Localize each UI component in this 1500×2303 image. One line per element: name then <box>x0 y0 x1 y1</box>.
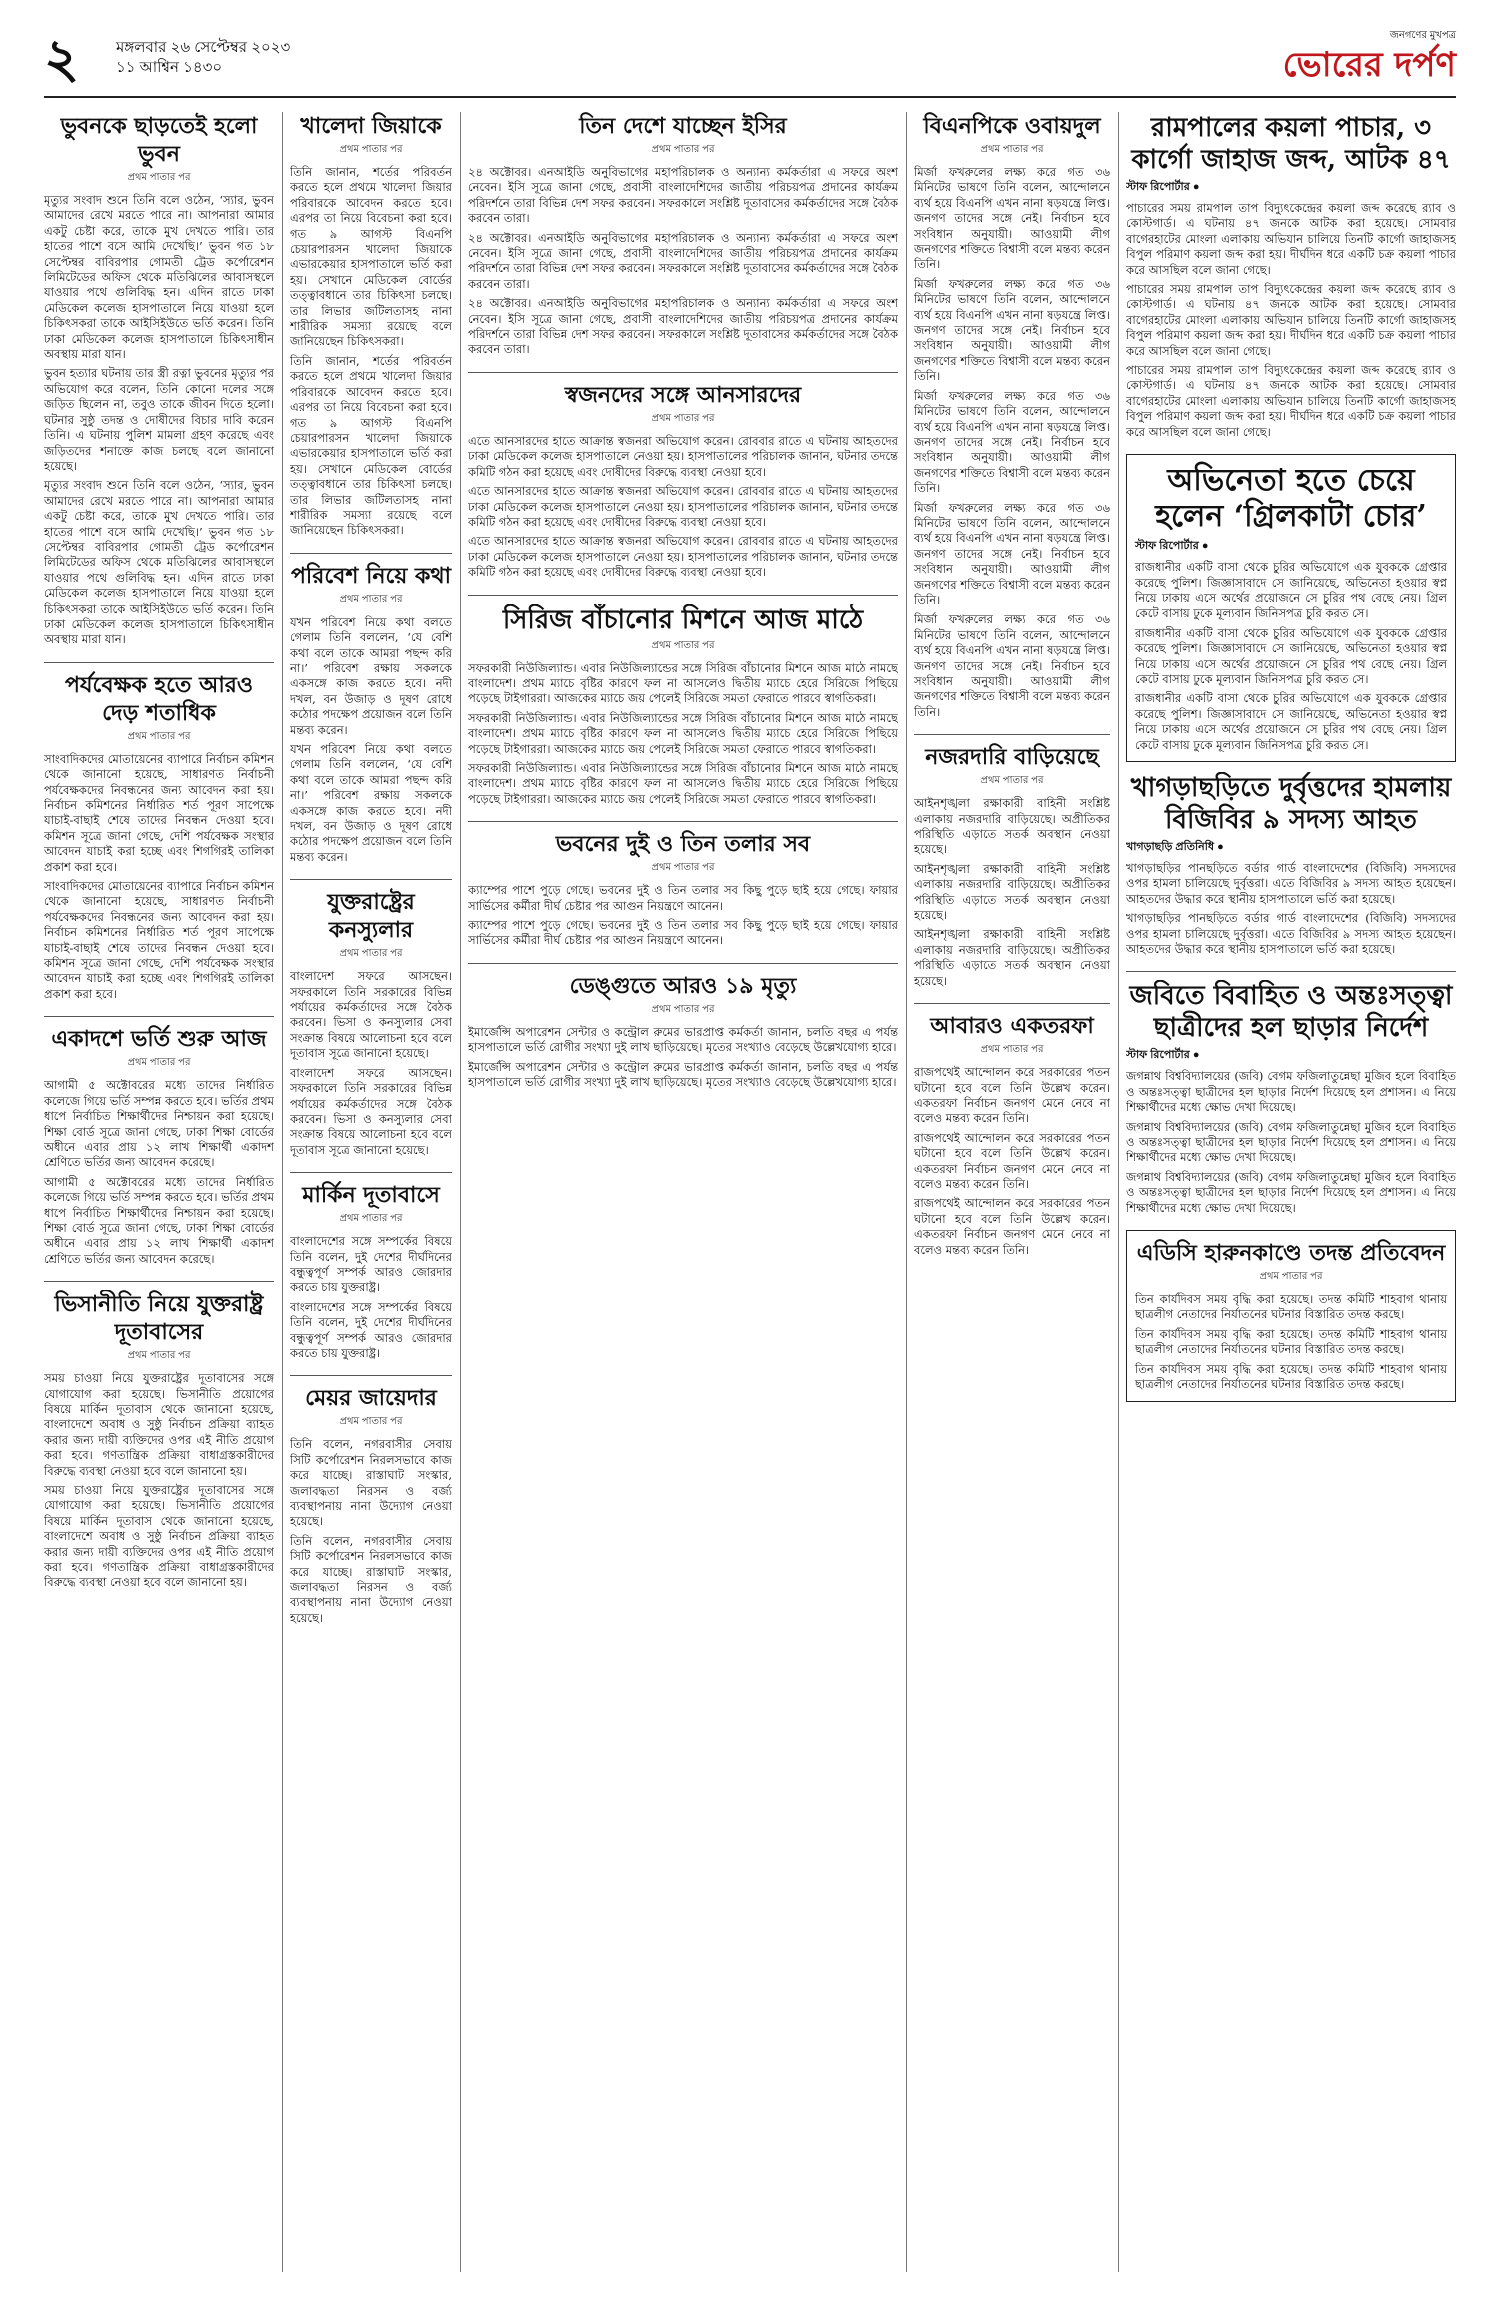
headline: তিন দেশে যাচ্ছেন ইসির <box>579 113 787 139</box>
divider <box>468 821 898 822</box>
story-body: রাজপথেই আন্দোলন করে সরকারের পতন ঘটানো হবে বলে তিনি উল্লেখ করেন। একতরফা নির্বাচন জনগণ মেনে নেবে না বলেও মন্তব্য করেন তিনি। <box>914 1130 1110 1191</box>
story-body: ইমার্জেন্সি অপারেশন সেন্টার ও কন্ট্রোল রুমের ভারপ্রাপ্ত কর্মকর্তা জানান, চলতি বছর এ পর্যন্ত হাসপাতালে ভর্তি রোগীর সংখ্যা দুই লাখ ছাড়িয়েছে। মৃতের সংখ্যাও বেড়েছে উল্লেখযোগ্য হারে। <box>468 1024 898 1055</box>
column-1 <box>44 112 274 2272</box>
continued-label: প্রথম পাতার পর <box>980 144 1044 155</box>
continued-label: প্রথম পাতার পর <box>980 775 1044 787</box>
story-body: সফরকারী নিউজিল্যান্ড। এবার নিউজিল্যান্ডের সঙ্গে সিরিজ বাঁচানোর মিশনে আজ মাঠে নামছে বাংলাদেশ। প্রথম ম্যাচে বৃষ্টির কারণে ফল না আসলেও দ্বিতীয় ম্যাচে হেরে সিরিজে পিছিয়ে পড়েছে টাইগাররা। আজকের ম্যাচে জয় পেলেই সিরিজে সমতা ফেরাতে পারবে স্বাগতিকরা। <box>468 710 898 756</box>
story-body: জগন্নাথ বিশ্ববিদ্যালয়ের (জবি) বেগম ফজিলাতুন্নেছা মুজিব হলে বিবাহিত ও অন্তঃসত্ত্বা ছাত্রীদের হল ছাড়ার নির্দেশ দিয়েছে হল প্রশাসন। এ নিয়ে শিক্ষার্থীদের মধ্যে ক্ষোভ দেখা দিয়েছে। <box>1126 1069 1456 1115</box>
reporter-line: স্টাফ রিপোর্টার ● <box>1135 540 1209 553</box>
continued-label: প্রথম পাতার পর <box>339 948 403 960</box>
story-body: ক্যাম্পের পাশে পুড়ে গেছে। ভবনের দুই ও তিন তলার সব কিছু পুড়ে ছাই হয়ে গেছে। ফায়ার সার্ভিসের কর্মীরা দীর্ঘ চেষ্টার পর আগুন নিয়ন্ত্রণে আনেন। <box>468 883 898 913</box>
continued-label: প্রথম পাতার পর <box>651 412 715 424</box>
story-bgb-attack <box>1126 772 1456 961</box>
column-rule <box>1118 112 1119 2272</box>
page-number: ২ <box>44 26 80 90</box>
story-body: মির্জা ফখরুলের লক্ষ্য করে গত ৩৬ মিনিটের ভাষণে তিনি বলেন, আন্দোলনে ব্যর্থ হয়ে বিএনপি এখন নানা ষড়যন্ত্রে লিপ্ত। জনগণ তাদের সঙ্গে নেই। নির্বাচন হবে সংবিধান অনুযায়ী। আওয়ামী লীগ জনগণের শক্তিতে বিশ্বাসী বলে মন্তব্য করেন তিনি। <box>914 500 1110 607</box>
story-body: সফরকারী নিউজিল্যান্ড। এবার নিউজিল্যান্ডের সঙ্গে সিরিজ বাঁচানোর মিশনে আজ মাঠে নামছে বাংলাদেশ। প্রথম ম্যাচে বৃষ্টির কারণে ফল না আসলেও দ্বিতীয় ম্যাচে হেরে সিরিজে পিছিয়ে পড়েছে টাইগাররা। আজকের ম্যাচে জয় পেলেই সিরিজে সমতা ফেরাতে পারবে স্বাগতিকরা। <box>468 660 898 706</box>
headline: রামপালের কয়লা পাচার, ৩ কার্গো জাহাজ জব্দ, আটক ৪৭ <box>1131 113 1451 175</box>
story-body: তিন কার্যদিবস সময় বৃদ্ধি করা হয়েছে। তদন্ত কমিটি শাহবাগ থানায় ছাত্রলীগ নেতাদের নির্যাতনের ঘটনার বিস্তারিত তদন্ত করছে। <box>1135 1361 1447 1392</box>
continued-label: প্রথম পাতার পর <box>127 730 191 742</box>
continued-label: প্রথম পাতার পর <box>339 144 403 155</box>
story-body: ২৪ অক্টোবর। এনআইডি অনুবিভাগের মহাপরিচালক ও অন্যান্য কর্মকর্তারা এ সফরে অংশ নেবেন। ইসি সূত্রে জানা গেছে, প্রবাসী বাংলাদেশিদের জাতীয় পরিচয়পত্র প্রদানের কার্যক্রম পরিদর্শনে তারা বিভিন্ন দেশ সফর করবেন। সফরকালে সংশ্লিষ্ট দূতাবাসের কর্মকর্তাদের সঙ্গে বৈঠক করবেন তারা। <box>468 296 898 357</box>
story-body: তিনি জানান, শর্তের পরিবর্তন করতে হলে প্রথমে খালেদা জিয়ার পরিবারকে আবেদন করতে হবে। এরপর তা নিয়ে বিবেচনা করা হবে। গত ৯ আগস্ট বিএনপি চেয়ারপারসন খালেদা জিয়াকে এভারকেয়ার হাসপাতালে ভর্তি করা হয়। সেখানে মেডিকেল বোর্ডের তত্ত্বাবধানে তার চিকিৎসা চলছে। তার লিভার জটিলতাসহ নানা শারীরিক সমস্যা রয়েছে বলে জানিয়েছেন চিকিৎসকরা। <box>290 353 452 538</box>
reporter-line: স্টাফ রিপোর্টার ● <box>1126 181 1200 193</box>
story-body: বাংলাদেশের সঙ্গে সম্পর্কের বিষয়ে তিনি বলেন, দুই দেশের দীর্ঘদিনের বন্ধুত্বপূর্ণ সম্পর্ক আরও জোরদার করতে চায় যুক্তরাষ্ট্র। <box>290 1234 452 1295</box>
masthead <box>44 28 1456 98</box>
story-cricket <box>468 604 898 812</box>
headline: আবারও একতরফা <box>930 1013 1094 1040</box>
story-body: বাংলাদেশ সফরে আসছেন। সফরকালে তিনি সরকারের বিভিন্ন পর্যায়ের কর্মকর্তাদের সঙ্গে বৈঠক করবেন। ভিসা ও কনস্যুলার সেবা সংক্রান্ত বিষয়ে আলোচনা হবে বলে দূতাবাস সূত্রে জানানো হয়েছে। <box>290 969 452 1061</box>
story-body: আইনশৃঙ্খলা রক্ষাকারী বাহিনী সংশ্লিষ্ট এলাকায় নজরদারি বাড়িয়েছে। অপ্রীতিকর পরিস্থিতি এড়াতে সতর্ক অবস্থান নেওয়া হয়েছে। <box>914 796 1110 857</box>
story-body: পাচারের সময় রামপাল তাপ বিদ্যুৎকেন্দ্রের কয়লা জব্দ করেছে র‍্যাব ও কোস্টগার্ড। এ ঘটনায় ৪৭ জনকে আটক করা হয়েছে। সোমবার বাগেরহাটের মোংলা এলাকায় অভিযান চালিয়ে তিনটি কার্গো জাহাজসহ বিপুল পরিমাণ কয়লা জব্দ করা হয়। দীর্ঘদিন ধরে একটি চক্র কয়লা পাচার করে আসছিল বলে জানা গেছে। <box>1126 363 1456 439</box>
story-jnu-hall <box>1126 980 1456 1220</box>
headline: ভিসানীতি নিয়ে যুক্তরাষ্ট্র দূতাবাসের <box>54 1291 264 1346</box>
divider <box>1126 971 1456 972</box>
headline: খালেদা জিয়াকে <box>300 113 442 139</box>
story-body: আইনশৃঙ্খলা রক্ষাকারী বাহিনী সংশ্লিষ্ট এলাকায় নজরদারি বাড়িয়েছে। অপ্রীতিকর পরিস্থিতি এড়াতে সতর্ক অবস্থান নেওয়া হয়েছে। <box>914 861 1110 923</box>
story-bhuban <box>44 112 274 652</box>
story-body: মৃত্যুর সংবাদ শুনে তিনি বলে ওঠেন, ‘স্যার, ভুবন আমাদের রেখে মরতে পারে না। আপনারা আমার একটু চেষ্টা করে, তাকে মুখ দেখতে পারি। তার হাতের পাশে বসে আমি দেখেছি।’ ভুবন গত ১৮ সেপ্টেম্বর বাবিরপার গোমতী ট্রেড কর্পোরেশন লিমিটেডের অফিস থেকে মতিঝিলের আবাসস্থলে যাওয়ার পথে গুলিবিদ্ধ হন। এদিন রাতে ঢাকা মেডিকেল কলেজ হাসপাতালে নিয়ে যাওয়া হলে চিকিৎসকরা তাকে আইসিইউতে ভর্তি করেন। তিনি ঢাকা মেডিকেল কলেজ হাসপাতালে চিকিৎসাধীন অবস্থায় মারা যান। <box>44 478 274 647</box>
story-body: সাংবাদিকদের মোতায়েনের ব্যাপারে নির্বাচন কমিশন থেকে জানানো হয়েছে, সাধারণত নির্বাচনী পর্যবেক্ষকদের নিবন্ধনের জন্য আবেদন করা হয়। নির্বাচন কমিশনের নির্ধারিত শর্ত পূরণ সাপেক্ষে যাচাই-বাছাই শেষে তাদের নিবন্ধন দেওয়া হবে। কমিশন সূত্রে জানা গেছে, দেশি পর্যবেক্ষক সংস্থার আবেদন যাচাই করা হচ্ছে এবং শিগগিরই তালিকা প্রকাশ করা হবে। <box>44 751 274 874</box>
story-body: ভুবন হত্যার ঘটনায় তার স্ত্রী রত্না ভুবনের মৃত্যুর পর অভিযোগ করে বলেন, তিনি কোনো দলের সঙ্গে জড়িত ছিলেন না, তবুও তাকে জীবন দিতে হলো। ঘটনার সুষ্ঠু তদন্ত ও দোষীদের বিচার দাবি করেন তিনি। এ ঘটনায় পুলিশ মামলা গ্রহণ করেছে এবং জড়িতদের শনাক্তে কাজ চলছে বলে জানানো হয়েছে। <box>44 366 274 473</box>
story-body: সময় চাওয়া নিয়ে যুক্তরাষ্ট্রের দূতাবাসের সঙ্গে যোগাযোগ করা হয়েছে। ভিসানীতি প্রয়োগের বিষয়ে মার্কিন দূতাবাস থেকে জানানো হয়েছে, বাংলাদেশে অবাধ ও সুষ্ঠু নির্বাচন প্রক্রিয়া ব্যাহত করার জন্য দায়ী ব্যক্তিদের ওপর এই নীতি প্রয়োগ করা হবে। গণতান্ত্রিক প্রক্রিয়া বাধাগ্রস্তকারীদের বিরুদ্ধে ব্যবস্থা নেওয়া হবে বলে জানানো হয়। <box>44 1371 274 1478</box>
logo-name: ভোরের দর্পণ <box>1282 45 1456 85</box>
logo-tagline: জনগণের মুখপত্র <box>1389 30 1456 41</box>
continued-label: প্রথম পাতার পর <box>980 1044 1044 1056</box>
divider <box>914 734 1110 735</box>
story-environment <box>290 562 452 870</box>
story-body: যখন পরিবেশ নিয়ে কথা বলতে গেলাম তিনি বললেন, ‘যে বেশি কথা বলে তাকে আমরা পছন্দ করি না।’ পরিবেশ রক্ষায় সকলকে একসঙ্গে কাজ করতে হবে। নদী দখল, বন উজাড় ও দূষণ রোধে কঠোর পদক্ষেপ প্রয়োজন বলে তিনি মন্তব্য করেন। <box>290 614 452 737</box>
story-body: মির্জা ফখরুলের লক্ষ্য করে গত ৩৬ মিনিটের ভাষণে তিনি বলেন, আন্দোলনে ব্যর্থ হয়ে বিএনপি এখন নানা ষড়যন্ত্রে লিপ্ত। জনগণ তাদের সঙ্গে নেই। নির্বাচন হবে সংবিধান অনুযায়ী। আওয়ামী লীগ জনগণের শক্তিতে বিশ্বাসী বলে মন্তব্য করেন তিনি। <box>914 612 1110 719</box>
story-body: মির্জা ফখরুলের লক্ষ্য করে গত ৩৬ মিনিটের ভাষণে তিনি বলেন, আন্দোলনে ব্যর্থ হয়ে বিএনপি এখন নানা ষড়যন্ত্রে লিপ্ত। জনগণ তাদের সঙ্গে নেই। নির্বাচন হবে সংবিধান অনুযায়ী। আওয়ামী লীগ জনগণের শক্তিতে বিশ্বাসী বলে মন্তব্য করেন তিনি। <box>914 165 1110 272</box>
headline: অভিনেতা হতে চেয়ে হলেন ‘গ্রিলকাটা চোর’ <box>1155 463 1427 535</box>
story-ansar <box>468 381 898 585</box>
continued-label: প্রথম পাতার পর <box>651 639 715 651</box>
continued-label: প্রথম পাতার পর <box>339 1213 403 1225</box>
story-body: ২৪ অক্টোবর। এনআইডি অনুবিভাগের মহাপরিচালক ও অন্যান্য কর্মকর্তারা এ সফরে অংশ নেবেন। ইসি সূত্রে জানা গেছে, প্রবাসী বাংলাদেশিদের জাতীয় পরিচয়পত্র প্রদানের কার্যক্রম পরিদর্শনে তারা বিভিন্ন দেশ সফর করবেন। সফরকালে সংশ্লিষ্ট দূতাবাসের কর্মকর্তাদের সঙ্গে বৈঠক করবেন তারা। <box>468 230 898 291</box>
newspaper-logo <box>1283 28 1456 85</box>
columns <box>44 112 1456 2272</box>
story-body: তিন কার্যদিবস সময় বৃদ্ধি করা হয়েছে। তদন্ত কমিটি শাহবাগ থানায় ছাত্রলীগ নেতাদের নির্যাতনের ঘটনার বিস্তারিত তদন্ত করছে। <box>1135 1326 1447 1357</box>
divider <box>290 1172 452 1173</box>
story-body: জগন্নাথ বিশ্ববিদ্যালয়ের (জবি) বেগম ফজিলাতুন্নেছা মুজিব হলে বিবাহিত ও অন্তঃসত্ত্বা ছাত্রীদের হল ছাড়ার নির্দেশ দিয়েছে হল প্রশাসন। এ নিয়ে শিক্ষার্থীদের মধ্যে ক্ষোভ দেখা দিয়েছে। <box>1126 1169 1456 1215</box>
story-body: আগামী ৫ অক্টোবরের মধ্যে তাদের নির্ধারিত কলেজে গিয়ে ভর্তি সম্পন্ন করতে হবে। ভর্তির প্রথম ধাপে নির্বাচিত শিক্ষার্থীদের নিশ্চায়ন করা হয়েছে। শিক্ষা বোর্ড সূত্রে জানা গেছে, ঢাকা শিক্ষা বোর্ডের অধীনে এবার প্রায় ১২ লাখ শিক্ষার্থী একাদশ শ্রেণিতে ভর্তির জন্য আবেদন করেছে। <box>44 1078 274 1170</box>
headline: ডেঙ্গুতে আরও ১৯ মৃত্যু <box>569 972 797 999</box>
story-body: মৃত্যুর সংবাদ শুনে তিনি বলে ওঠেন, ‘স্যার, ভুবন আমাদের রেখে মরতে পারে না। আপনারা আমার একটু চেষ্টা করে, তাকে মুখ দেখতে পারি। তার হাতের পাশে বসে আমি দেখেছি।’ ভুবন গত ১৮ সেপ্টেম্বর বাবিরপার গোমতী ট্রেড কর্পোরেশন লিমিটেডের অফিস থেকে মতিঝিলের আবাসস্থলে যাওয়ার পথে গুলিবিদ্ধ হন। এদিন রাতে ঢাকা মেডিকেল কলেজ হাসপাতালে নিয়ে যাওয়া হলে চিকিৎসকরা তাকে আইসিইউতে ভর্তি করেন। তিনি ঢাকা মেডিকেল কলেজ হাসপাতালে চিকিৎসাধীন অবস্থায় মারা যান। <box>44 193 274 362</box>
story-body: সফরকারী নিউজিল্যান্ড। এবার নিউজিল্যান্ডের সঙ্গে সিরিজ বাঁচানোর মিশনে আজ মাঠে নামছে বাংলাদেশ। প্রথম ম্যাচে বৃষ্টির কারণে ফল না আসলেও দ্বিতীয় ম্যাচে হেরে সিরিজে পিছিয়ে পড়েছে টাইগাররা। আজকের ম্যাচে জয় পেলেই সিরিজে সমতা ফেরাতে পারবে স্বাগতিকরা। <box>468 760 898 806</box>
column-rule <box>460 112 461 2272</box>
story-us-embassy <box>290 1181 452 1365</box>
story-observers <box>44 671 274 1007</box>
story-body: মির্জা ফখরুলের লক্ষ্য করে গত ৩৬ মিনিটের ভাষণে তিনি বলেন, আন্দোলনে ব্যর্থ হয়ে বিএনপি এখন নানা ষড়যন্ত্রে লিপ্ত। জনগণ তাদের সঙ্গে নেই। নির্বাচন হবে সংবিধান অনুযায়ী। আওয়ামী লীগ জনগণের শক্তিতে বিশ্বাসী বলে মন্তব্য করেন তিনি। <box>914 276 1110 384</box>
divider <box>468 963 898 964</box>
story-body: খাগড়াছড়ির পানছড়িতে বর্ডার গার্ড বাংলাদেশের (বিজিবি) সদস্যদের ওপর হামলা চালিয়েছে দুর্বৃত্তরা। এতে বিজিবির ৯ সদস্য আহত হয়েছেন। আহতদের উদ্ধার করে স্থানীয় হাসপাতালে ভর্তি করা হয়েছে। <box>1126 860 1456 906</box>
headline: যুক্তরাষ্ট্রের কনস্যুলার <box>327 889 415 944</box>
continued-label: প্রথম পাতার পর <box>651 144 715 155</box>
story-body: রাজধানীর একটি বাসা থেকে চুরির অভিযোগে এক যুবককে গ্রেপ্তার করেছে পুলিশ। জিজ্ঞাসাবাদে সে জানিয়েছে, অভিনেতা হওয়ার স্বপ্ন নিয়ে ঢাকায় এসে অর্থের প্রয়োজনে সে চুরির পথ বেছে নেয়। গ্রিল কেটে বাসায় ঢুকে মূল্যবান জিনিসপত্র চুরি করত সে। <box>1135 691 1447 752</box>
story-rampal-coal <box>1126 112 1456 444</box>
story-body: তিন কার্যদিবস সময় বৃদ্ধি করা হয়েছে। তদন্ত কমিটি শাহবাগ থানায় ছাত্রলীগ নেতাদের নির্যাতনের ঘটনার বিস্তারিত তদন্ত করছে। <box>1135 1292 1447 1322</box>
story-consular <box>290 888 452 1162</box>
story-body: খাগড়াছড়ির পানছড়িতে বর্ডার গার্ড বাংলাদেশের (বিজিবি) সদস্যদের ওপর হামলা চালিয়েছে দুর্বৃত্তরা। এতে বিজিবির ৯ সদস্য আহত হয়েছেন। আহতদের উদ্ধার করে স্থানীয় হাসপাতালে ভর্তি করা হয়েছে। <box>1126 911 1456 956</box>
story-body: তিনি বলেন, নগরবাসীর সেবায় সিটি কর্পোরেশন নিরলসভাবে কাজ করে যাচ্ছে। রাস্তাঘাট সংস্কার, জলাবদ্ধতা নিরসন ও বর্জ্য ব্যবস্থাপনায় নানা উদ্যোগ নেওয়া হয়েছে। <box>290 1437 452 1529</box>
story-bnp <box>914 112 1110 724</box>
date-bengali: ১১ আশ্বিন ১৪৩০ <box>116 59 223 76</box>
story-body: আগামী ৫ অক্টোবরের মধ্যে তাদের নির্ধারিত কলেজে গিয়ে ভর্তি সম্পন্ন করতে হবে। ভর্তির প্রথম ধাপে নির্বাচিত শিক্ষার্থীদের নিশ্চায়ন করা হয়েছে। শিক্ষা বোর্ড সূত্রে জানা গেছে, ঢাকা শিক্ষা বোর্ডের অধীনে এবার প্রায় ১২ লাখ শিক্ষার্থী একাদশ শ্রেণিতে ভর্তির জন্য আবেদন করেছে। <box>44 1174 274 1266</box>
headline: সিরিজ বাঁচানোর মিশনে আজ মাঠে <box>502 604 864 635</box>
column-2 <box>290 112 452 2272</box>
story-body: সময় চাওয়া নিয়ে যুক্তরাষ্ট্রের দূতাবাসের সঙ্গে যোগাযোগ করা হয়েছে। ভিসানীতি প্রয়োগের বিষয়ে মার্কিন দূতাবাস থেকে জানানো হয়েছে, বাংলাদেশে অবাধ ও সুষ্ঠু নির্বাচন প্রক্রিয়া ব্যাহত করার জন্য দায়ী ব্যক্তিদের ওপর এই নীতি প্রয়োগ করা হবে। গণতান্ত্রিক প্রক্রিয়া বাধাগ্রস্তকারীদের বিরুদ্ধে ব্যবস্থা নেওয়া হবে বলে জানানো হয়। <box>44 1483 274 1590</box>
story-one-sided <box>914 1012 1110 1262</box>
story-body: এতে আনসারদের হাতে আক্রান্ত স্বজনরা অভিযোগ করেন। রোববার রাতে এ ঘটনায় আহতদের ঢাকা মেডিকেল কলেজ হাসপাতালে নেওয়া হয়। হাসপাতালের পরিচালক জানান, ঘটনার তদন্তে কমিটি গঠন করা হয়েছে এবং দোষীদের বিরুদ্ধে ব্যবস্থা নেওয়া হবে। <box>468 484 898 529</box>
divider <box>468 595 898 596</box>
headline: মেয়র জায়েদার <box>305 1385 437 1412</box>
story-khaleda <box>290 112 452 543</box>
column-4 <box>914 112 1110 2272</box>
story-mayor <box>290 1384 452 1630</box>
continued-label: প্রথম পাতার পর <box>339 593 403 605</box>
dateline <box>116 38 290 78</box>
headline: নজরদারি বাড়িয়েছে <box>925 744 1099 771</box>
divider <box>290 879 452 880</box>
headline: স্বজনদের সঙ্গে আনসারদের <box>564 381 802 408</box>
continued-label: প্রথম পাতার পর <box>127 1057 191 1069</box>
story-surveillance <box>914 743 1110 993</box>
story-body: ২৪ অক্টোবর। এনআইডি অনুবিভাগের মহাপরিচালক ও অন্যান্য কর্মকর্তারা এ সফরে অংশ নেবেন। ইসি সূত্রে জানা গেছে, প্রবাসী বাংলাদেশিদের জাতীয় পরিচয়পত্র প্রদানের কার্যক্রম পরিদর্শনে তারা বিভিন্ন দেশ সফর করবেন। সফরকালে সংশ্লিষ্ট দূতাবাসের কর্মকর্তাদের সঙ্গে বৈঠক করবেন তারা। <box>468 165 898 226</box>
headline: একাদশে ভর্তি শুরু আজ <box>51 1026 267 1053</box>
reporter-line: খাগড়াছড়ি প্রতিনিধি ● <box>1126 840 1224 853</box>
date-gregorian: মঙ্গলবার ২৬ সেপ্টেম্বর ২০২৩ <box>116 39 291 56</box>
story-admission <box>44 1025 274 1271</box>
column-3 <box>468 112 898 2272</box>
story-body: পাচারের সময় রামপাল তাপ বিদ্যুৎকেন্দ্রের কয়লা জব্দ করেছে র‍্যাব ও কোস্টগার্ড। এ ঘটনায় ৪৭ জনকে আটক করা হয়েছে। সোমবার বাগেরহাটের মোংলা এলাকায় অভিযান চালিয়ে তিনটি কার্গো জাহাজসহ বিপুল পরিমাণ কয়লা জব্দ করা হয়। দীর্ঘদিন ধরে একটি চক্র কয়লা পাচার করে আসছিল বলে জানা গেছে। <box>1126 282 1456 358</box>
story-grill-thief <box>1126 454 1456 762</box>
column-5 <box>1126 112 1456 2272</box>
story-body: রাজপথেই আন্দোলন করে সরকারের পতন ঘটানো হবে বলে তিনি উল্লেখ করেন। একতরফা নির্বাচন জনগণ মেনে নেবে না বলেও মন্তব্য করেন তিনি। <box>914 1196 1110 1257</box>
story-adc-harun <box>1126 1230 1456 1401</box>
divider <box>468 372 898 373</box>
headline: মার্কিন দূতাবাসে <box>302 1182 440 1209</box>
headline: বিএনপিকে ওবায়দুল <box>923 113 1101 139</box>
column-rule <box>282 112 283 2272</box>
continued-label: প্রথম পাতার পর <box>127 172 191 183</box>
continued-label: প্রথম পাতার পর <box>127 1350 191 1362</box>
reporter-line: স্টাফ রিপোর্টার ● <box>1126 1049 1200 1062</box>
continued-label: প্রথম পাতার পর <box>651 862 715 874</box>
story-ec-visit <box>468 112 898 362</box>
story-body: আইনশৃঙ্খলা রক্ষাকারী বাহিনী সংশ্লিষ্ট এলাকায় নজরদারি বাড়িয়েছে। অপ্রীতিকর পরিস্থিতি এড়াতে সতর্ক অবস্থান নেওয়া হয়েছে। <box>914 927 1110 988</box>
headline: ভুবনকে ছাড়তেই হলো ভুবন <box>60 113 258 167</box>
story-body: পাচারের সময় রামপাল তাপ বিদ্যুৎকেন্দ্রের কয়লা জব্দ করেছে র‍্যাব ও কোস্টগার্ড। এ ঘটনায় ৪৭ জনকে আটক করা হয়েছে। সোমবার বাগেরহাটের মোংলা এলাকায় অভিযান চালিয়ে তিনটি কার্গো জাহাজসহ বিপুল পরিমাণ কয়লা জব্দ করা হয়। দীর্ঘদিন ধরে একটি চক্র কয়লা পাচার করে আসছিল বলে জানা গেছে। <box>1126 201 1456 277</box>
continued-label: প্রথম পাতার পর <box>651 1003 715 1015</box>
story-body: মির্জা ফখরুলের লক্ষ্য করে গত ৩৬ মিনিটের ভাষণে তিনি বলেন, আন্দোলনে ব্যর্থ হয়ে বিএনপি এখন নানা ষড়যন্ত্রে লিপ্ত। জনগণ তাদের সঙ্গে নেই। নির্বাচন হবে সংবিধান অনুযায়ী। আওয়ামী লীগ জনগণের শক্তিতে বিশ্বাসী বলে মন্তব্য করেন তিনি। <box>914 388 1110 496</box>
headline: পর্যবেক্ষক হতে আরও দেড় শতাধিক <box>64 671 254 726</box>
continued-label: প্রথম পাতার পর <box>339 1416 403 1428</box>
story-body: রাজধানীর একটি বাসা থেকে চুরির অভিযোগে এক যুবককে গ্রেপ্তার করেছে পুলিশ। জিজ্ঞাসাবাদে সে জানিয়েছে, অভিনেতা হওয়ার স্বপ্ন নিয়ে ঢাকায় এসে অর্থের প্রয়োজনে সে চুরির পথ বেছে নেয়। গ্রিল কেটে বাসায় ঢুকে মূল্যবান জিনিসপত্র চুরি করত সে। <box>1135 560 1447 621</box>
story-body: রাজধানীর একটি বাসা থেকে চুরির অভিযোগে এক যুবককে গ্রেপ্তার করেছে পুলিশ। জিজ্ঞাসাবাদে সে জানিয়েছে, অভিনেতা হওয়ার স্বপ্ন নিয়ে ঢাকায় এসে অর্থের প্রয়োজনে সে চুরির পথ বেছে নেয়। গ্রিল কেটে বাসায় ঢুকে মূল্যবান জিনিসপত্র চুরি করত সে। <box>1135 625 1447 686</box>
story-body: এতে আনসারদের হাতে আক্রান্ত স্বজনরা অভিযোগ করেন। রোববার রাতে এ ঘটনায় আহতদের ঢাকা মেডিকেল কলেজ হাসপাতালে নেওয়া হয়। হাসপাতালের পরিচালক জানান, ঘটনার তদন্তে কমিটি গঠন করা হয়েছে এবং দোষীদের বিরুদ্ধে ব্যবস্থা নেওয়া হবে। <box>468 433 898 479</box>
divider <box>44 1281 274 1282</box>
divider <box>914 1003 1110 1004</box>
continued-label: প্রথম পাতার পর <box>1259 1271 1323 1283</box>
story-body: ক্যাম্পের পাশে পুড়ে গেছে। ভবনের দুই ও তিন তলার সব কিছু পুড়ে ছাই হয়ে গেছে। ফায়ার সার্ভিসের কর্মীরা দীর্ঘ চেষ্টার পর আগুন নিয়ন্ত্রণে আনেন। <box>468 918 898 948</box>
story-body: বাংলাদেশ সফরে আসছেন। সফরকালে তিনি সরকারের বিভিন্ন পর্যায়ের কর্মকর্তাদের সঙ্গে বৈঠক করবেন। ভিসা ও কনস্যুলার সেবা সংক্রান্ত বিষয়ে আলোচনা হবে বলে দূতাবাস সূত্রে জানানো হয়েছে। <box>290 1065 452 1157</box>
story-body: বাংলাদেশের সঙ্গে সম্পর্কের বিষয়ে তিনি বলেন, দুই দেশের দীর্ঘদিনের বন্ধুত্বপূর্ণ সম্পর্ক আরও জোরদার করতে চায় যুক্তরাষ্ট্র। <box>290 1299 452 1360</box>
story-fire <box>468 830 898 953</box>
story-visa-policy <box>44 1290 274 1595</box>
story-body: সাংবাদিকদের মোতায়েনের ব্যাপারে নির্বাচন কমিশন থেকে জানানো হয়েছে, সাধারণত নির্বাচনী পর্যবেক্ষকদের নিবন্ধনের জন্য আবেদন করা হয়। নির্বাচন কমিশনের নির্ধারিত শর্ত পূরণ সাপেক্ষে যাচাই-বাছাই শেষে তাদের নিবন্ধন দেওয়া হবে। কমিশন সূত্রে জানা গেছে, দেশি পর্যবেক্ষক সংস্থার আবেদন যাচাই করা হচ্ছে এবং শিগগিরই তালিকা প্রকাশ করা হবে। <box>44 879 274 1001</box>
headline: পরিবেশ নিয়ে কথা <box>291 562 451 589</box>
story-body: তিনি বলেন, নগরবাসীর সেবায় সিটি কর্পোরেশন নিরলসভাবে কাজ করে যাচ্ছে। রাস্তাঘাট সংস্কার, জলাবদ্ধতা নিরসন ও বর্জ্য ব্যবস্থাপনায় নানা উদ্যোগ নেওয়া হয়েছে। <box>290 1533 452 1625</box>
story-body: জগন্নাথ বিশ্ববিদ্যালয়ের (জবি) বেগম ফজিলাতুন্নেছা মুজিব হলে বিবাহিত ও অন্তঃসত্ত্বা ছাত্রীদের হল ছাড়ার নির্দেশ দিয়েছে হল প্রশাসন। এ নিয়ে শিক্ষার্থীদের মধ্যে ক্ষোভ দেখা দিয়েছে। <box>1126 1119 1456 1165</box>
story-body: ইমার্জেন্সি অপারেশন সেন্টার ও কন্ট্রোল রুমের ভারপ্রাপ্ত কর্মকর্তা জানান, চলতি বছর এ পর্যন্ত হাসপাতালে ভর্তি রোগীর সংখ্যা দুই লাখ ছাড়িয়েছে। মৃতের সংখ্যাও বেড়েছে উল্লেখযোগ্য হারে। <box>468 1059 898 1090</box>
divider <box>290 1375 452 1376</box>
headline: ভবনের দুই ও তিন তলার সব <box>555 831 811 858</box>
divider <box>44 1016 274 1017</box>
story-body: তিনি জানান, শর্তের পরিবর্তন করতে হলে প্রথমে খালেদা জিয়ার পরিবারকে আবেদন করতে হবে। এরপর তা নিয়ে বিবেচনা করা হবে। গত ৯ আগস্ট বিএনপি চেয়ারপারসন খালেদা জিয়াকে এভারকেয়ার হাসপাতালে ভর্তি করা হয়। সেখানে মেডিকেল বোর্ডের তত্ত্বাবধানে তার চিকিৎসা চলছে। তার লিভার জটিলতাসহ নানা শারীরিক সমস্যা রয়েছে বলে জানিয়েছেন চিকিৎসকরা। <box>290 165 452 349</box>
divider <box>44 662 274 663</box>
story-body: যখন পরিবেশ নিয়ে কথা বলতে গেলাম তিনি বললেন, ‘যে বেশি কথা বলে তাকে আমরা পছন্দ করি না।’ পরিবেশ রক্ষায় সকলকে একসঙ্গে কাজ করতে হবে। নদী দখল, বন উজাড় ও দূষণ রোধে কঠোর পদক্ষেপ প্রয়োজন বলে তিনি মন্তব্য করেন। <box>290 742 452 864</box>
headline: এডিসি হারুনকাণ্ডে তদন্ত প্রতিবেদন <box>1136 1240 1446 1267</box>
headline: খাগড়াছড়িতে দুর্বৃত্তদের হামলায় বিজিবির ৯ সদস্য আহত <box>1130 772 1452 835</box>
story-dengue <box>468 972 898 1095</box>
divider <box>290 553 452 554</box>
column-rule <box>906 112 907 2272</box>
headline: জবিতে বিবাহিত ও অন্তঃসত্ত্বা ছাত্রীদের হল ছাড়ার নির্দেশ <box>1129 981 1453 1044</box>
story-body: রাজপথেই আন্দোলন করে সরকারের পতন ঘটানো হবে বলে তিনি উল্লেখ করেন। একতরফা নির্বাচন জনগণ মেনে নেবে না বলেও মন্তব্য করেন তিনি। <box>914 1065 1110 1126</box>
story-body: এতে আনসারদের হাতে আক্রান্ত স্বজনরা অভিযোগ করেন। রোববার রাতে এ ঘটনায় আহতদের ঢাকা মেডিকেল কলেজ হাসপাতালে নেওয়া হয়। হাসপাতালের পরিচালক জানান, ঘটনার তদন্তে কমিটি গঠন করা হয়েছে এবং দোষীদের বিরুদ্ধে ব্যবস্থা নেওয়া হবে। <box>468 534 898 580</box>
